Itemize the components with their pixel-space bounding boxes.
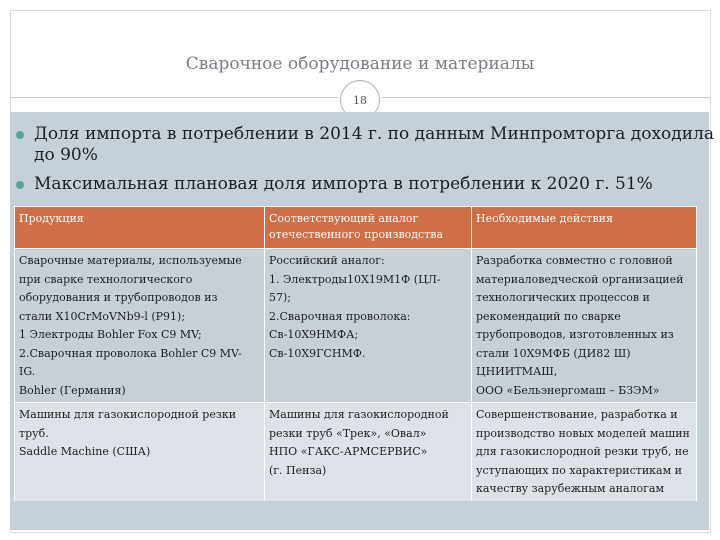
table-row — [15, 403, 697, 501]
bullet-item — [14, 124, 715, 166]
slide-title: Сварочное оборудование и материалы — [185, 54, 535, 74]
cell-domestic-analog — [265, 403, 472, 501]
cell-line: производство новых моделей машин — [476, 426, 690, 440]
cell-product — [15, 249, 265, 403]
cell-line: Совершенствование, разработка и — [476, 408, 678, 421]
header-line: Продукция — [19, 212, 84, 225]
cell-line: уступающих по характеристикам и — [476, 463, 682, 477]
cell-line: трубопроводов, изготовленных из — [476, 328, 674, 341]
cell-line: 57); — [269, 291, 291, 304]
cell-line: стали 10Х9МФБ (ДИ82 Ш) — [476, 346, 631, 360]
bullet-text-line: Максимальная плановая доля импорта в потреблении к 2020 г. 51% — [34, 174, 653, 194]
cell-line: Российский аналог: — [269, 254, 385, 267]
cell-line: 2.Сварочная проволока: — [269, 309, 411, 323]
cell-line: 1 Электроды Bohler Fox C9 MV; — [19, 328, 202, 341]
cell-line: 2.Сварочная проволока Bohler C9 MV- — [19, 346, 242, 360]
cell-line: труб. — [19, 426, 49, 440]
bullet-list — [14, 124, 715, 203]
cell-line: ООО «Бельэнергомаш – БЗЭМ» — [476, 383, 660, 397]
cell-line: НПО «ГАКС-АРМСЕРВИС» — [269, 445, 428, 458]
cell-line: Св-10Х9НМФА; — [269, 328, 359, 341]
cell-domestic-analog — [265, 249, 472, 403]
cell-line: качеству зарубежным аналогам — [476, 482, 665, 495]
cell-line: IG. — [19, 365, 36, 378]
cell-line: Машины для газокислородной — [269, 408, 449, 421]
table-row — [15, 249, 697, 403]
cell-line: оборудования и трубопроводов из — [19, 291, 218, 304]
header-line: Соответствующий аналог — [269, 212, 419, 225]
cell-required-actions — [472, 249, 697, 403]
header-required-actions — [472, 207, 697, 249]
cell-line: Разработка совместно с головной — [476, 254, 673, 267]
header-domestic-analog — [265, 207, 472, 249]
cell-product — [15, 403, 265, 501]
cell-line: технологических процессов и — [476, 291, 650, 304]
cell-line: (г. Пенза) — [269, 463, 327, 477]
bullet-text-line: до 90% — [34, 145, 98, 165]
cell-line: Св-10Х9ГСНМФ. — [269, 346, 366, 360]
bullet-marker-icon — [16, 181, 24, 189]
header-product — [15, 207, 265, 249]
cell-line: Машины для газокислородной резки — [19, 408, 237, 421]
bullet-text-line: Доля импорта в потреблении в 2014 г. по данным Минпромторга доходила — [34, 124, 715, 144]
page-number: 18 — [340, 80, 380, 120]
cell-line: рекомендаций по сварке — [476, 309, 621, 323]
cell-line: для газокислородной резки труб, не — [476, 445, 689, 458]
header-line: отечественного производства — [269, 228, 444, 241]
cell-line: при сварке технологического — [19, 272, 193, 286]
header-line: Необходимые действия — [476, 212, 613, 225]
cell-line: материаловедческой организацией — [476, 272, 684, 286]
title-divider-left — [10, 97, 338, 98]
comparison-table — [14, 206, 697, 501]
cell-line: ЦНИИТМАШ, — [476, 365, 558, 378]
cell-line: 1. Электроды10Х19М1Ф (ЦЛ- — [269, 272, 441, 286]
cell-required-actions — [472, 403, 697, 501]
cell-line: Сварочные материалы, используемые — [19, 254, 242, 267]
cell-line: резки труб «Трек», «Овал» — [269, 426, 427, 440]
title-divider-right — [382, 97, 710, 98]
cell-line: стали X10CrMoVNb9-l (P91); — [19, 309, 186, 323]
bullet-marker-icon — [16, 131, 24, 139]
table-header-row — [15, 207, 697, 249]
cell-line: Bohler (Германия) — [19, 383, 126, 397]
bullet-item — [14, 174, 704, 195]
cell-line: Saddle Machine (США) — [19, 445, 151, 458]
